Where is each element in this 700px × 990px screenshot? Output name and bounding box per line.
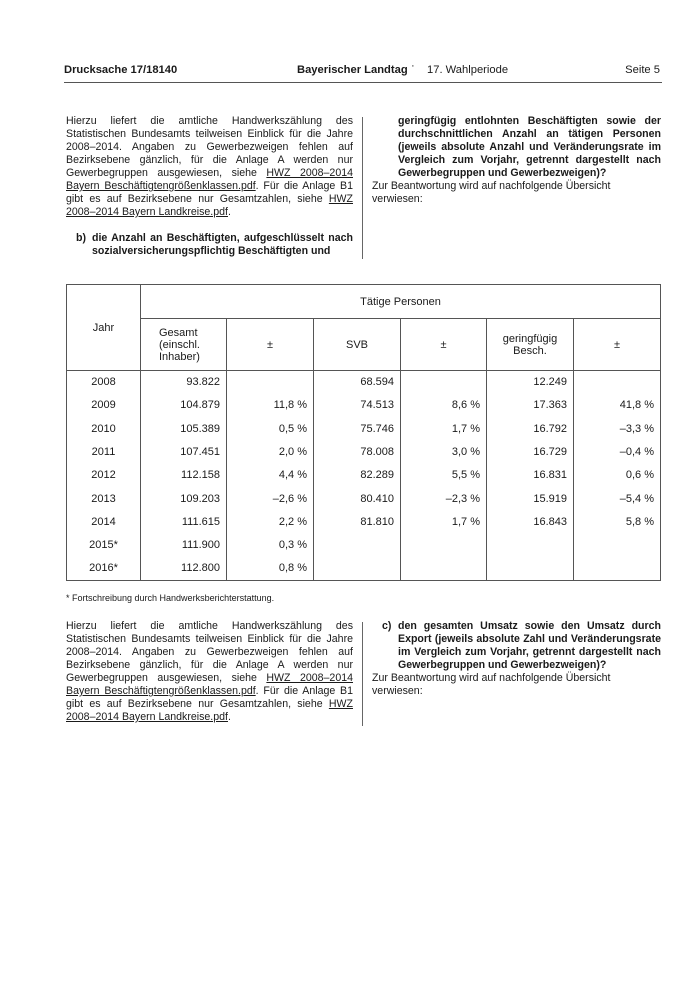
value-cell bbox=[574, 534, 661, 557]
value-cell: 1,7 % bbox=[401, 417, 487, 440]
table-row bbox=[67, 487, 661, 510]
question-b-continued: geringfügig entlohnten Beschäftigten sowie der durchschnittlichen Anzahl an tätigen Personen (jeweils absolute Anzahl und Veränderungsrate im Vergleich zum Vorjahr, getrennt dargestellt nach Gewerbegruppen und Gewerbezweigen)? bbox=[398, 115, 661, 179]
year-cell: 2013 bbox=[67, 487, 141, 510]
value-cell: 1,7 % bbox=[401, 510, 487, 533]
bottom-left-column bbox=[66, 620, 353, 724]
value-cell: 0,5 % bbox=[227, 417, 314, 440]
value-cell: 16.729 bbox=[487, 440, 574, 463]
link-hwz-groessenklassen[interactable]: HWZ 2008–2014 Bayern Beschäftigtengrößenklassen.pdf bbox=[66, 167, 353, 192]
value-cell: 111.615 bbox=[141, 510, 227, 533]
table-row bbox=[67, 371, 661, 394]
value-cell: 75.746 bbox=[314, 417, 401, 440]
value-cell bbox=[574, 557, 661, 580]
value-cell: 8,6 % bbox=[401, 394, 487, 417]
value-cell: 5,8 % bbox=[574, 510, 661, 533]
value-cell: 112.800 bbox=[141, 557, 227, 580]
value-cell: 11,8 % bbox=[227, 394, 314, 417]
value-cell: 3,0 % bbox=[401, 440, 487, 463]
value-cell: 12.249 bbox=[487, 371, 574, 394]
value-cell: 0,3 % bbox=[227, 534, 314, 557]
value-cell: 93.822 bbox=[141, 371, 227, 394]
value-cell: 81.810 bbox=[314, 510, 401, 533]
answer-reference-top: Zur Beantwortung wird auf nachfolgende Übersicht verwiesen: bbox=[372, 180, 611, 205]
top-left-column bbox=[66, 115, 353, 258]
value-cell: 0,6 % bbox=[574, 464, 661, 487]
table-row bbox=[67, 440, 661, 463]
table-body bbox=[67, 371, 661, 581]
bottom-right-column bbox=[372, 620, 661, 698]
year-cell: 2009 bbox=[67, 394, 141, 417]
value-cell bbox=[227, 371, 314, 394]
year-cell: 2016* bbox=[67, 557, 141, 580]
page-number: Seite 5 bbox=[625, 64, 660, 76]
value-cell bbox=[314, 534, 401, 557]
parliament-name: Bayerischer Landtag bbox=[297, 64, 408, 76]
value-cell bbox=[401, 371, 487, 394]
year-cell: 2011 bbox=[67, 440, 141, 463]
header-separator: · bbox=[411, 60, 415, 72]
col-header-pm-2: ± bbox=[401, 319, 487, 371]
footnote: * Fortschreibung durch Handwerksberichterstattung. bbox=[66, 593, 275, 603]
value-cell: 2,2 % bbox=[227, 510, 314, 533]
doc-number: Drucksache 17/18140 bbox=[64, 64, 178, 76]
value-cell: 104.879 bbox=[141, 394, 227, 417]
column-header-row bbox=[67, 319, 661, 371]
value-cell: 82.289 bbox=[314, 464, 401, 487]
value-cell bbox=[487, 534, 574, 557]
value-cell: 74.513 bbox=[314, 394, 401, 417]
value-cell: –2,6 % bbox=[227, 487, 314, 510]
link-hwz-landkreise[interactable]: HWZ 2008–2014 Bayern Landkreise.pdf bbox=[66, 193, 353, 218]
value-cell: 2,0 % bbox=[227, 440, 314, 463]
value-cell bbox=[487, 557, 574, 580]
table-row bbox=[67, 557, 661, 580]
value-cell bbox=[314, 557, 401, 580]
table-row bbox=[67, 417, 661, 440]
link-hwz-groessenklassen-2[interactable]: HWZ 2008–2014 Bayern Beschäftigtengrößenklassen.pdf bbox=[66, 672, 353, 697]
value-cell: 16.831 bbox=[487, 464, 574, 487]
value-cell: –3,3 % bbox=[574, 417, 661, 440]
value-cell: 16.843 bbox=[487, 510, 574, 533]
col-header-svb: SVB bbox=[314, 319, 401, 371]
question-b: b) die Anzahl an Beschäftigten, aufgeschlüsselt nach sozialversicherungspflichtig Beschäftigten und bbox=[76, 232, 353, 257]
value-cell bbox=[574, 371, 661, 394]
column-divider-bottom bbox=[362, 622, 363, 726]
value-cell: 0,8 % bbox=[227, 557, 314, 580]
legislative-period: 17. Wahlperiode bbox=[427, 64, 509, 76]
col-header-geringfuegig: geringfügig Besch. bbox=[487, 319, 574, 371]
value-cell: 17.363 bbox=[487, 394, 574, 417]
table-row bbox=[67, 394, 661, 417]
value-cell: 80.410 bbox=[314, 487, 401, 510]
table-row bbox=[67, 464, 661, 487]
value-cell: –0,4 % bbox=[574, 440, 661, 463]
value-cell: 41,8 % bbox=[574, 394, 661, 417]
value-cell: 68.594 bbox=[314, 371, 401, 394]
value-cell: –5,4 % bbox=[574, 487, 661, 510]
value-cell bbox=[401, 534, 487, 557]
table-row bbox=[67, 534, 661, 557]
year-header: Jahr bbox=[67, 285, 141, 371]
value-cell: 112.158 bbox=[141, 464, 227, 487]
year-cell: 2015* bbox=[67, 534, 141, 557]
col-header-pm-1: ± bbox=[227, 319, 314, 371]
year-cell: 2014 bbox=[67, 510, 141, 533]
year-cell: 2010 bbox=[67, 417, 141, 440]
value-cell: 109.203 bbox=[141, 487, 227, 510]
col-header-gesamt: Gesamt (einschl. Inhaber) bbox=[141, 319, 227, 371]
value-cell bbox=[401, 557, 487, 580]
group-header: Tätige Personen bbox=[141, 285, 661, 319]
year-cell: 2008 bbox=[67, 371, 141, 394]
value-cell: 5,5 % bbox=[401, 464, 487, 487]
question-c: c) den gesamten Umsatz sowie den Umsatz durch Export (jeweils absolute Zahl und Veränderungsrate im Vergleich zum Vorjahr, getrennt dargestellt nach Gewerbegruppen und Gewerbezweigen)? bbox=[382, 620, 661, 671]
top-right-column bbox=[372, 115, 661, 206]
value-cell: 105.389 bbox=[141, 417, 227, 440]
value-cell: –2,3 % bbox=[401, 487, 487, 510]
top-left-paragraph: Hierzu liefert die amtliche Handwerkszählung des Statistischen Bundesamts teilweisen Einblick für die Jahre 2008–2014. Angaben zu Gewerbezweigen fehlen auf Bezirksebene gänzlich, für die Anlage A werden nur Gewerbegruppen ausgewiesen, siehe HWZ 2008–2014 Bayern Beschäftigtengrößenklassen.pdf. Für die Anlage B1 gibt es auf Bezirksebene nur Gesamtzahlen, siehe HWZ 2008–2014 Bayern Landkreise.pdf. bbox=[66, 115, 354, 218]
link-hwz-landkreise-2[interactable]: HWZ 2008–2014 Bayern Landkreise.pdf bbox=[66, 698, 353, 723]
answer-reference-bottom: Zur Beantwortung wird auf nachfolgende Übersicht verwiesen: bbox=[372, 672, 611, 697]
header-rule bbox=[64, 82, 662, 83]
year-cell: 2012 bbox=[67, 464, 141, 487]
value-cell: 78.008 bbox=[314, 440, 401, 463]
col-header-pm-3: ± bbox=[574, 319, 661, 371]
value-cell: 15.919 bbox=[487, 487, 574, 510]
value-cell: 16.792 bbox=[487, 417, 574, 440]
value-cell: 107.451 bbox=[141, 440, 227, 463]
bottom-left-paragraph: Hierzu liefert die amtliche Handwerkszählung des Statistischen Bundesamts teilweisen Einblick für die Jahre 2008–2014. Angaben zu Gewerbezweigen fehlen auf Bezirksebene gänzlich, für die Anlage A werden nur Gewerbegruppen ausgewiesen, siehe HWZ 2008–2014 Bayern Beschäftigtengrößenklassen.pdf. Für die Anlage B1 gibt es auf Bezirksebene nur Gesamtzahlen, siehe HWZ 2008–2014 Bayern Landkreise.pdf. bbox=[66, 620, 354, 723]
value-cell: 111.900 bbox=[141, 534, 227, 557]
column-divider-top bbox=[362, 117, 363, 259]
value-cell: 4,4 % bbox=[227, 464, 314, 487]
employment-table bbox=[66, 284, 661, 581]
table-row bbox=[67, 510, 661, 533]
